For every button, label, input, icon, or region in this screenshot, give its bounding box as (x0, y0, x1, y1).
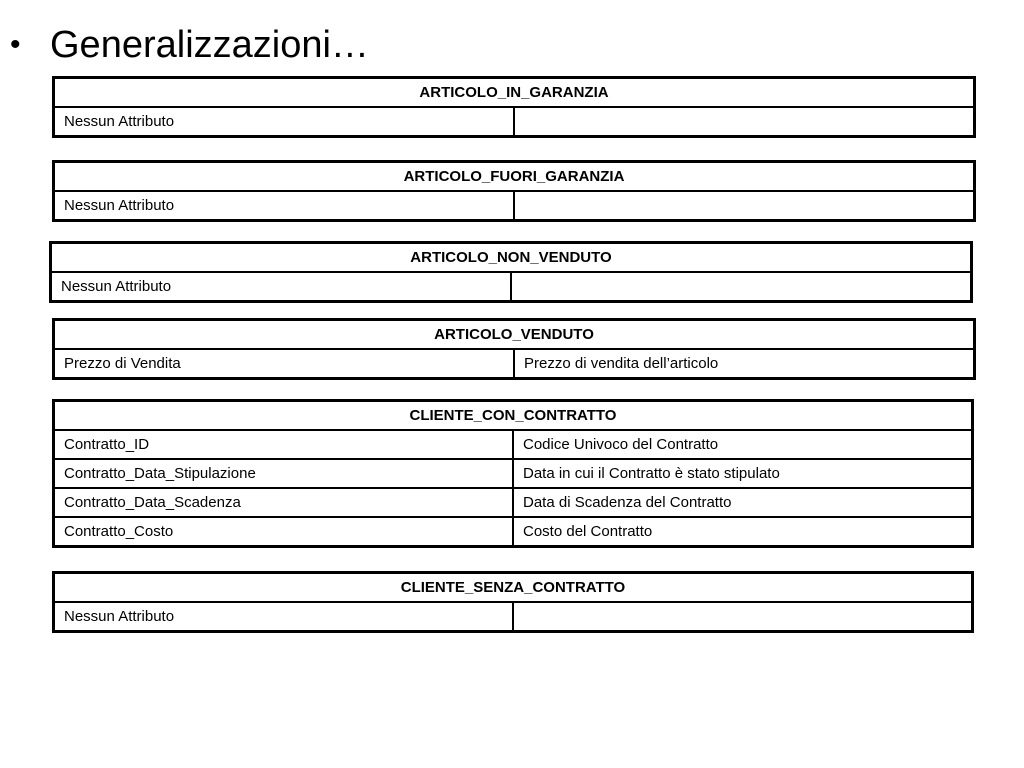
attribute-name: Prezzo di Vendita (54, 349, 515, 379)
attribute-description (514, 191, 975, 221)
attribute-description (513, 602, 973, 632)
attribute-description: Data di Scadenza del Contratto (513, 488, 973, 517)
attribute-description: Costo del Contratto (513, 517, 973, 547)
entity-table-cliente-senza-contratto (52, 571, 974, 633)
attribute-name: Nessun Attributo (54, 107, 515, 137)
table-row (54, 488, 973, 517)
table-header-row (51, 243, 972, 273)
attribute-description (514, 107, 975, 137)
table-row (54, 107, 975, 137)
entity-name: ARTICOLO_IN_GARANZIA (54, 78, 975, 108)
entity-table-articolo-venduto (52, 318, 976, 380)
attribute-name: Contratto_Data_Stipulazione (54, 459, 514, 488)
table-header-row (54, 320, 975, 350)
attribute-description (511, 272, 972, 302)
table-row (54, 459, 973, 488)
entity-table-cliente-con-contratto (52, 399, 974, 548)
table-row (54, 191, 975, 221)
table-header-row (54, 78, 975, 108)
title-bullet: • (10, 28, 21, 61)
table-row (54, 430, 973, 459)
attribute-name: Nessun Attributo (51, 272, 512, 302)
attribute-name: Contratto_ID (54, 430, 514, 459)
entity-name: CLIENTE_CON_CONTRATTO (54, 401, 973, 431)
attribute-description: Data in cui il Contratto è stato stipulato (513, 459, 973, 488)
entity-name: CLIENTE_SENZA_CONTRATTO (54, 573, 973, 603)
attribute-name: Nessun Attributo (54, 191, 515, 221)
attribute-name: Contratto_Data_Scadenza (54, 488, 514, 517)
attribute-name: Nessun Attributo (54, 602, 514, 632)
entity-table-articolo-non-venduto (49, 241, 973, 303)
entity-name: ARTICOLO_VENDUTO (54, 320, 975, 350)
entity-name: ARTICOLO_FUORI_GARANZIA (54, 162, 975, 192)
title-text: Generalizzazioni… (50, 24, 369, 66)
slide-title (10, 22, 369, 68)
table-header-row (54, 401, 973, 431)
entity-name: ARTICOLO_NON_VENDUTO (51, 243, 972, 273)
table-row (54, 602, 973, 632)
attribute-description: Prezzo di vendita dell’articolo (514, 349, 975, 379)
table-header-row (54, 573, 973, 603)
table-header-row (54, 162, 975, 192)
entity-table-articolo-fuori-garanzia (52, 160, 976, 222)
attribute-name: Contratto_Costo (54, 517, 514, 547)
table-row (51, 272, 972, 302)
attribute-description: Codice Univoco del Contratto (513, 430, 973, 459)
table-row (54, 517, 973, 547)
table-row (54, 349, 975, 379)
entity-table-articolo-in-garanzia (52, 76, 976, 138)
